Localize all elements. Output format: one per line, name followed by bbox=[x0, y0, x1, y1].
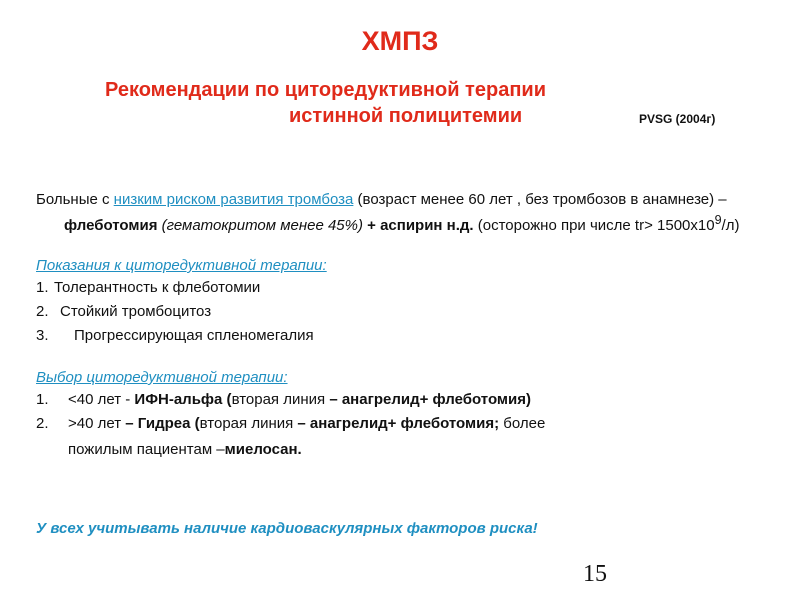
age-over-40: >40 лет bbox=[68, 415, 126, 432]
anagrelide-term: – анагрелид+ флеботомия; bbox=[297, 415, 500, 432]
page-number: 15 bbox=[583, 561, 607, 587]
choice-item-2 bbox=[36, 412, 776, 436]
ifn-alpha-term: ИФН-альфа ( bbox=[134, 391, 232, 408]
myelosan-term: миелосан. bbox=[224, 441, 302, 458]
indication-number: 3. bbox=[36, 327, 49, 344]
source-reference: PVSG (2004г) bbox=[639, 112, 716, 126]
low-risk-link[interactable]: низким риском развития тромбоза bbox=[113, 191, 354, 208]
choice-number: 2. bbox=[36, 415, 49, 432]
choice-heading[interactable]: Выбор циторедуктивной терапии: bbox=[36, 369, 288, 386]
age-under-40: <40 лет - bbox=[68, 391, 135, 408]
aspirin-term: + аспирин н.д. bbox=[367, 217, 474, 234]
intro-text-2: (осторожно при числе tr> 1500х10 bbox=[473, 217, 715, 234]
intro-paragraph bbox=[36, 190, 776, 236]
hydrea-term: – Гидреа ( bbox=[125, 415, 200, 432]
final-note: У всех учитывать наличие кардиоваскулярных факторов риска! bbox=[36, 520, 538, 537]
second-line-label: вторая линия bbox=[231, 391, 330, 408]
indication-text: Прогрессирующая спленомегалия bbox=[74, 327, 314, 344]
slide-body bbox=[36, 190, 776, 460]
indication-item bbox=[36, 276, 776, 300]
choice-item-1 bbox=[36, 388, 776, 412]
subtitle-line-1: Рекомендации по циторедуктивной терапии bbox=[105, 79, 546, 101]
hematocrit-note: (гематокритом менее 45%) bbox=[157, 217, 368, 234]
anagrelide-term: – анагрелид+ флеботомия) bbox=[329, 391, 531, 408]
indication-text: Стойкий тромбоцитоз bbox=[60, 303, 212, 320]
indication-number: 1. bbox=[36, 279, 49, 296]
second-line-label: вторая линия bbox=[199, 415, 298, 432]
choice-number: 1. bbox=[36, 391, 49, 408]
indication-number: 2. bbox=[36, 303, 49, 320]
intro-lead: Больные с bbox=[36, 191, 114, 208]
slide-title: ХМПЗ bbox=[361, 26, 439, 56]
choice-item-2-continuation bbox=[36, 436, 776, 460]
choice-tail: более bbox=[499, 415, 546, 432]
subtitle-line-2: истинной полицитемии bbox=[289, 105, 523, 127]
intro-text-3: /л) bbox=[721, 217, 740, 234]
indication-item bbox=[36, 300, 776, 324]
indication-text: Толерантность к флеботомии bbox=[54, 279, 261, 296]
choice-text bbox=[68, 414, 545, 434]
choice-text bbox=[68, 390, 531, 410]
indication-item bbox=[36, 324, 776, 348]
exponent: 9 bbox=[714, 213, 722, 227]
phlebotomy-term: флеботомия bbox=[64, 217, 158, 234]
slide-subtitle bbox=[95, 77, 715, 129]
elderly-text: пожилым пациентам – bbox=[68, 441, 225, 458]
intro-text-1: (возраст менее 60 лет , без тромбозов в анамнезе) – bbox=[353, 191, 727, 208]
indications-heading[interactable]: Показания к циторедуктивной терапии: bbox=[36, 257, 327, 274]
